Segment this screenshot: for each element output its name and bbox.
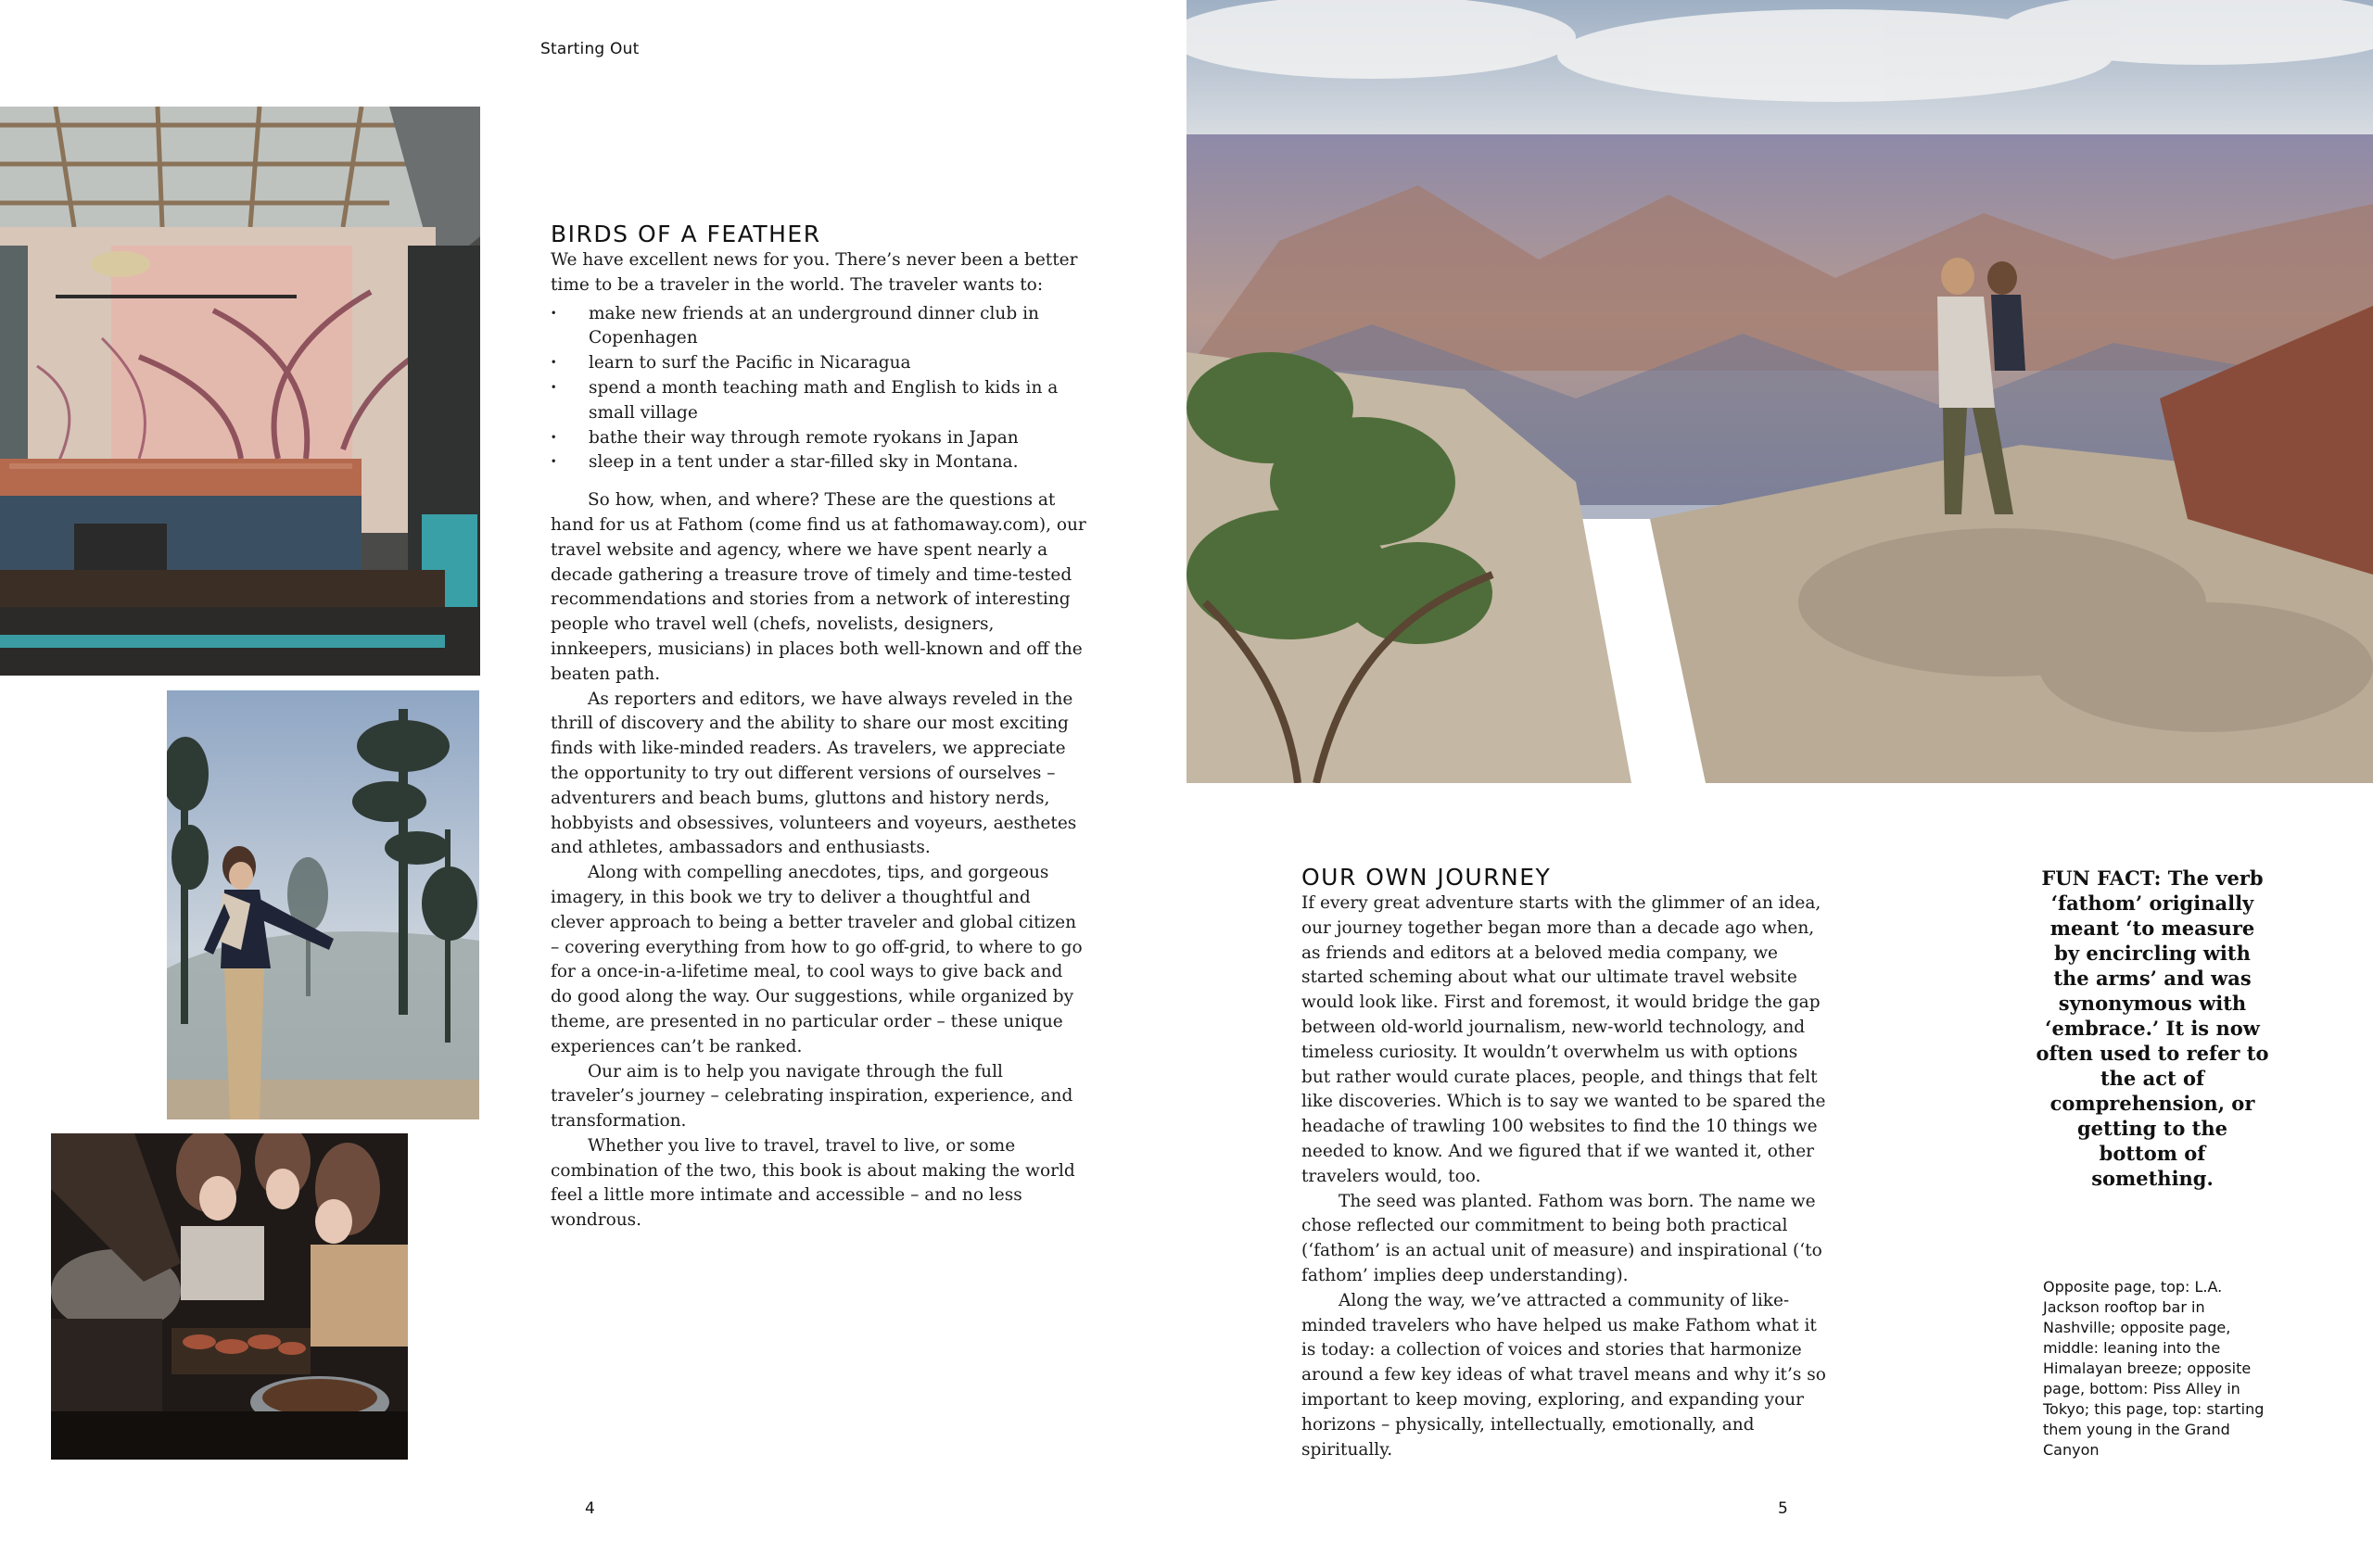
page-number: 4 (585, 1499, 595, 1518)
fun-fact-pullout: FUN FACT: The verb ‘fathom’ originally meant ‘to measure by encircling with the arms’ and was synonymous with ‘embrace.’ It is now often used to refer to the act of comprehension, or getting to the bottom of something. (2036, 866, 2269, 1190)
left-body-text (551, 248, 1088, 1233)
piss-alley-photo (51, 1133, 408, 1460)
body-paragraph: Whether you live to travel, travel to live, or some combination of the two, this book is about making the world feel a little more intimate and accessible – and no less wondrous. (551, 1135, 1075, 1231)
body-paragraph: Along with compelling anecdotes, tips, and gorgeous imagery, in this book we try to deliver a thoughtful and clever approach to being a better traveler and global citizen – covering everything from how to go off-grid, to where to go for a once-in-a-lifetime meal, to cool ways to give back and do good along the way. Our suggestions, while organized by theme, are presented in no particular order – these unique experiences can’t be ranked. (551, 863, 1083, 1056)
running-head: Starting Out (540, 40, 640, 58)
intro-paragraph: We have excellent news for you. There’s never been a better time to be a traveler in the world. The traveler wants to: (551, 250, 1078, 295)
himalayan-breeze-photo (167, 690, 479, 1119)
section-heading: OUR OWN JOURNEY (1301, 864, 1552, 891)
body-paragraph: Along the way, we’ve attracted a community of like-minded travelers who have helped us make Fathom what it is today: a collection of voices and stories that harmonize around a few key ideas of what travel means and why it’s so important to keep moving, exploring, and expanding your horizons – physically, intellectually, emotionally, and spiritually. (1301, 1290, 1826, 1460)
list-item: · sleep in a tent under a star-filled sky in Montana. (551, 450, 1088, 475)
list-item: · spend a month teaching math and English to kids in a small village (551, 376, 1088, 426)
body-paragraph: So how, when, and where? These are the questions at hand for us at Fathom (come find us at fathomaway.com), our travel website and agency, where we have spent nearly a decade gathering a treasure trove of timely and time-tested recommendations and stories from a network of interesting people who travel well (chefs, novelists, designers, innkeepers, musicians) in places both well-known and off the beaten path. (551, 490, 1086, 684)
photo-caption: Opposite page, top: L.A. Jackson rooftop bar in Nashville; opposite page, middle: leaning into the Himalayan breeze; opposite page, bottom: Piss Alley in Tokyo; this page, top: starting them young in the Grand Canyon (2043, 1278, 2265, 1459)
list-item: · bathe their way through remote ryokans in Japan (551, 426, 1088, 451)
grand-canyon-photo (1186, 0, 2373, 783)
body-paragraph: Our aim is to help you navigate through the full traveler’s journey – celebrating inspiration, experience, and transformation. (551, 1061, 1073, 1132)
body-paragraph: The seed was planted. Fathom was born. The name we chose reflected our commitment to being both practical (‘fathom’ is an actual unit of measure) and inspirational (‘to fathom’ implies deep understanding). (1301, 1191, 1822, 1285)
list-item: · make new friends at an underground dinner club in Copenhagen (551, 302, 1088, 352)
section-heading: BIRDS OF A FEATHER (551, 221, 821, 247)
right-body-text (1301, 891, 1830, 1462)
left-page (0, 0, 1186, 1568)
page-number: 5 (1778, 1499, 1788, 1518)
list-item: · learn to surf the Pacific in Nicaragua (551, 351, 1088, 376)
body-paragraph: If every great adventure starts with the glimmer of an idea, our journey together began more than a decade ago when, as friends and editors at a beloved media company, we started scheming about what our ultimate travel website would look like. First and foremost, it would bridge the gap between old-world journalism, new-world technology, and timeless curiosity. It wouldn’t overwhelm us with options but rather would curate places, people, and things that felt like discoveries. Which is to say we wanted to be spared the headache of trawling 100 websites to find the 10 things we needed to know. And we figured that if we wanted it, other travelers would, too. (1301, 893, 1826, 1186)
traveler-wants-list (551, 302, 1088, 476)
body-paragraph: As reporters and editors, we have always reveled in the thrill of discovery and the ability to share our most exciting finds with like-minded readers. As travelers, we appreciate the opportunity to try out different versions of ourselves – adventurers and beach bums, gluttons and history nerds, hobbyists and obsessives, volunteers and voyeurs, aesthetes and athletes, ambassadors and enthusiasts. (551, 689, 1077, 858)
rooftop-bar-photo (0, 107, 480, 676)
